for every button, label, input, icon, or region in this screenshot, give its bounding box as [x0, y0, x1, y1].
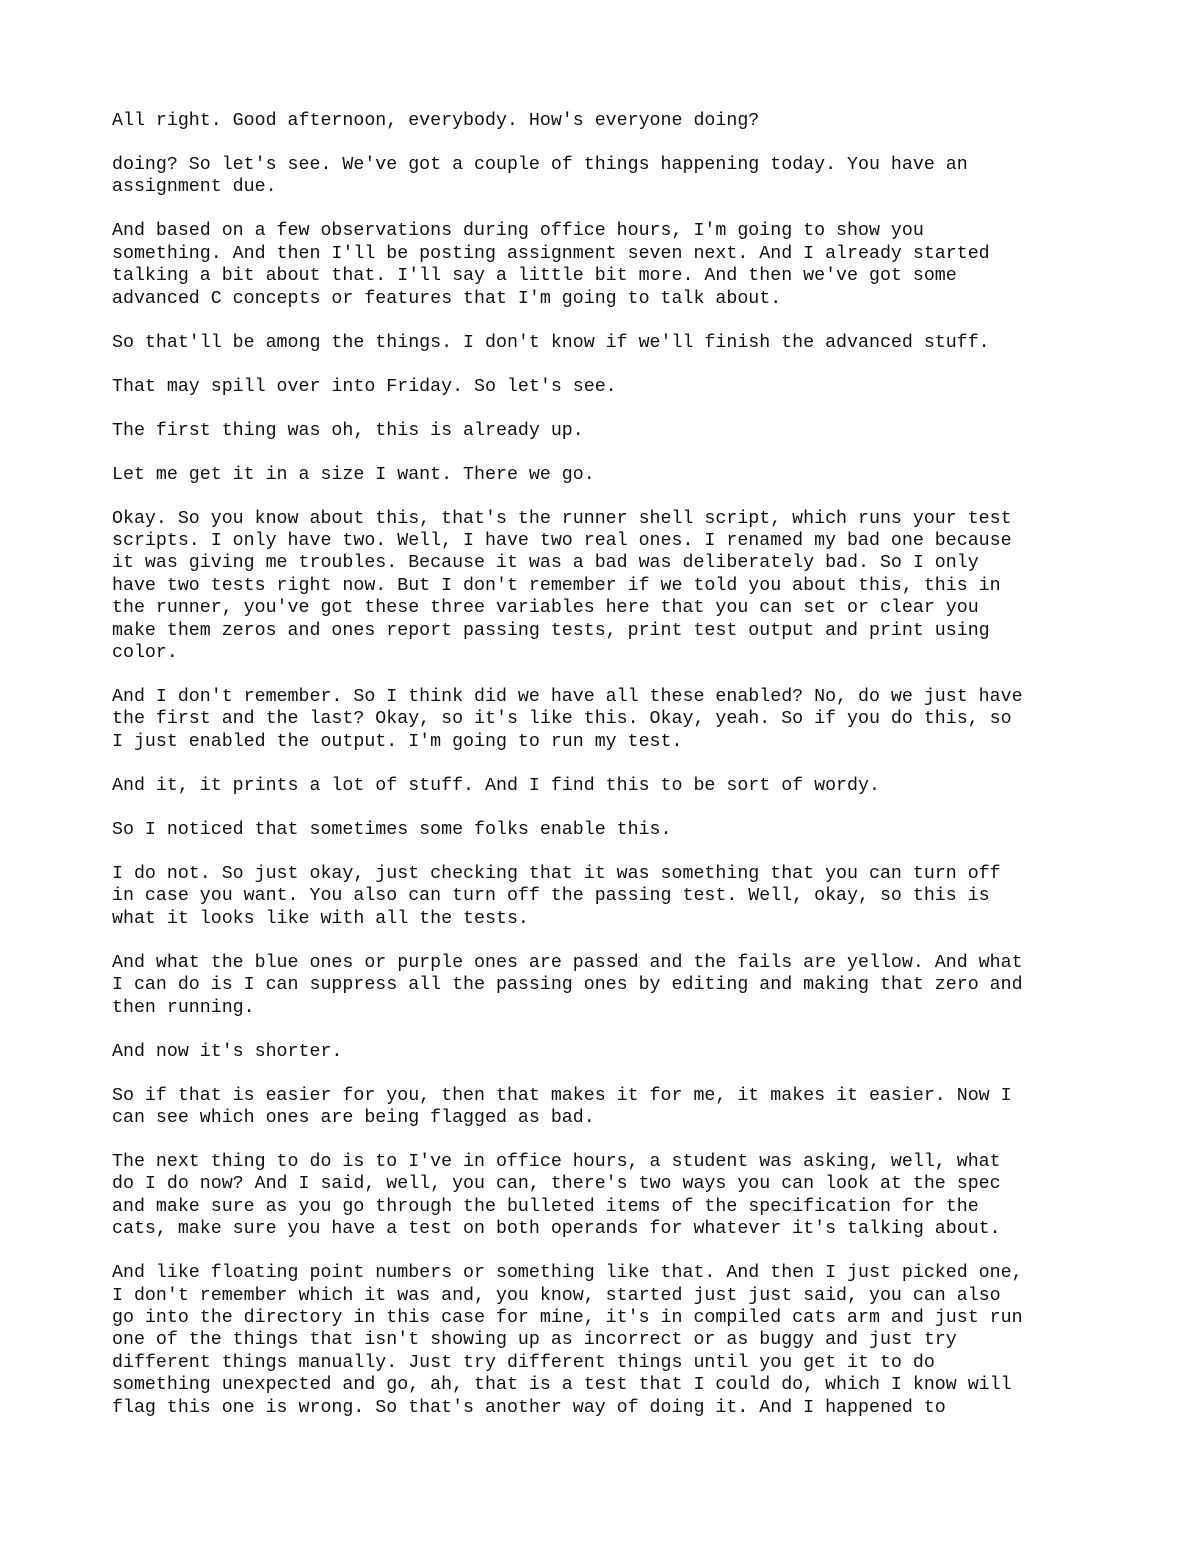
- transcript-paragraph: [112, 220, 1102, 310]
- text-line: The next thing to do is to I've in office hours, a student was asking, well, what: [112, 1151, 1001, 1172]
- text-line: I just enabled the output. I'm going to run my test.: [112, 731, 683, 752]
- transcript-paragraph: [112, 110, 1102, 132]
- text-line: what it looks like with all the tests.: [112, 908, 529, 929]
- text-line: and make sure as you go through the bulleted items of the specification for the: [112, 1196, 979, 1217]
- text-line: So I noticed that sometimes some folks enable this.: [112, 819, 672, 840]
- text-line: So that'll be among the things. I don't know if we'll finish the advanced stuff.: [112, 332, 990, 353]
- text-line: And now it's shorter.: [112, 1041, 343, 1062]
- text-line: doing? So let's see. We've got a couple of things happening today. You have an: [112, 155, 968, 175]
- transcript-paragraph: [112, 508, 1102, 665]
- text-line: do I do now? And I said, well, you can, there's two ways you can look at the spec: [112, 1174, 1001, 1195]
- text-line: The first thing was oh, this is already up.: [112, 420, 584, 441]
- text-line: the first and the last? Okay, so it's like this. Okay, yeah. So if you do this, so: [112, 709, 1012, 730]
- text-line: That may spill over into Friday. So let's see.: [112, 376, 617, 397]
- transcript-paragraph: [112, 1085, 1102, 1130]
- text-line: scripts. I only have two. Well, I have two real ones. I renamed my bad one because: [112, 531, 1012, 552]
- text-line: I do not. So just okay, just checking that it was something that you can turn off: [112, 863, 1001, 884]
- text-line: something. And then I'll be posting assignment seven next. And I already started: [112, 243, 990, 264]
- text-line: And based on a few observations during office hours, I'm going to show you: [112, 221, 924, 242]
- transcript-paragraph: [112, 420, 1102, 442]
- text-line: talking a bit about that. I'll say a little bit more. And then we've got some: [112, 266, 957, 287]
- text-line: advanced C concepts or features that I'm going to talk about.: [112, 288, 782, 309]
- text-line: then running.: [112, 997, 255, 1018]
- transcript-paragraph: [112, 686, 1102, 753]
- text-line: make them zeros and ones report passing tests, print test output and print using: [112, 620, 990, 641]
- transcript-paragraph: [112, 154, 1102, 199]
- transcript-paragraph: [112, 1151, 1102, 1241]
- text-line: And what the blue ones or purple ones are passed and the fails are yellow. And what: [112, 952, 1023, 973]
- transcript-paragraph: [112, 332, 1102, 354]
- text-line: flag this one is wrong. So that's another way of doing it. And I happened to: [112, 1397, 946, 1418]
- text-line: go into the directory in this case for mine, it's in compiled cats arm and just run: [112, 1307, 1023, 1328]
- text-line: And it, it prints a lot of stuff. And I find this to be sort of wordy.: [112, 775, 880, 796]
- text-line: one of the things that isn't showing up as incorrect or as buggy and just try: [112, 1330, 957, 1351]
- text-line: it was giving me troubles. Because it was a bad was deliberately bad. So I only: [112, 553, 979, 574]
- transcript-paragraph: [112, 863, 1102, 930]
- transcript-paragraph: [112, 376, 1102, 398]
- transcript-body: [112, 110, 1102, 1441]
- text-line: Let me get it in a size I want. There we go.: [112, 464, 595, 485]
- transcript-paragraph: [112, 1041, 1102, 1063]
- text-line: I can do is I can suppress all the passing ones by editing and making that zero and: [112, 975, 1023, 996]
- transcript-paragraph: [112, 952, 1102, 1019]
- text-line: in case you want. You also can turn off the passing test. Well, okay, so this is: [112, 886, 990, 907]
- text-line: All right. Good afternoon, everybody. How's everyone doing?: [112, 111, 760, 131]
- text-line: I don't remember which it was and, you know, started just just said, you can also: [112, 1285, 1001, 1306]
- transcript-paragraph: [112, 1262, 1102, 1419]
- text-line: something unexpected and go, ah, that is a test that I could do, which I know will: [112, 1375, 1012, 1396]
- transcript-paragraph: [112, 464, 1102, 486]
- text-line: have two tests right now. But I don't remember if we told you about this, this in: [112, 575, 1001, 596]
- text-line: the runner, you've got these three variables here that you can set or clear you: [112, 598, 979, 619]
- text-line: different things manually. Just try different things until you get it to do: [112, 1352, 935, 1373]
- text-line: So if that is easier for you, then that makes it for me, it makes it easier. Now I: [112, 1085, 1012, 1106]
- text-line: And I don't remember. So I think did we have all these enabled? No, do we just have: [112, 687, 1023, 708]
- text-line: can see which ones are being flagged as bad.: [112, 1107, 595, 1128]
- transcript-paragraph: [112, 819, 1102, 841]
- text-line: cats, make sure you have a test on both operands for whatever it's talking about.: [112, 1219, 1001, 1240]
- text-line: And like floating point numbers or something like that. And then I just picked one,: [112, 1263, 1023, 1284]
- text-line: assignment due.: [112, 177, 277, 198]
- text-line: Okay. So you know about this, that's the runner shell script, which runs your test: [112, 508, 1012, 529]
- transcript-paragraph: [112, 775, 1102, 797]
- text-line: color.: [112, 643, 178, 664]
